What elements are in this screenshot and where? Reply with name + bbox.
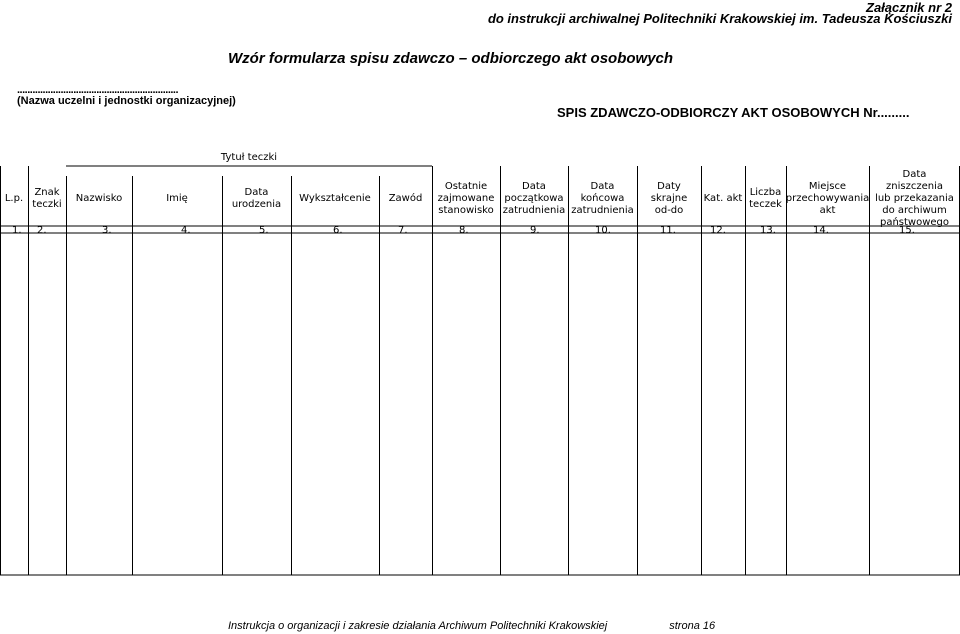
column-number-11: 11.: [660, 225, 676, 236]
column-header-line: zatrudnienia: [571, 205, 634, 216]
column-header-line: zajmowane: [437, 193, 495, 204]
column-header-7: [389, 193, 423, 205]
column-header-15: [875, 169, 954, 229]
column-header-line: stanowisko: [438, 205, 494, 216]
group-header-title: Tytuł teczki: [220, 152, 278, 163]
column-header-14: [786, 181, 869, 217]
column-header-line: Zawód: [388, 193, 423, 204]
column-header-11: [651, 181, 688, 217]
column-number-2: 2.: [37, 225, 47, 236]
column-header-line: przechowywania: [785, 193, 870, 204]
column-number-12: 12.: [710, 225, 726, 236]
column-header-line: L.p.: [4, 193, 24, 204]
column-header-line: skrajne: [650, 193, 688, 204]
column-header-line: Data: [522, 181, 546, 192]
annex-subtitle: do instrukcji archiwalnej Politechniki Krakowskiej im. Tadeusza Kościuszki: [487, 11, 952, 26]
column-header-13: [749, 187, 782, 211]
form-title: Wzór formularza spisu zdawczo – odbiorczego akt osobowych: [228, 50, 674, 67]
institution-dots: ...............................................................: [17, 84, 179, 96]
column-header-line: państwowego: [879, 217, 950, 228]
column-header-line: początkowa: [504, 193, 564, 204]
column-number-13: 13.: [760, 225, 776, 236]
column-header-line: urodzenia: [231, 199, 282, 210]
column-header-4: [166, 193, 188, 205]
column-header-line: Data: [590, 181, 615, 192]
column-header-line: Wykształcenie: [299, 193, 371, 204]
column-header-line: od-do: [654, 205, 684, 216]
column-header-12: [704, 193, 743, 205]
column-header-line: Miejsce: [808, 181, 847, 192]
column-header-line: Data: [244, 187, 269, 198]
column-number-6: 6.: [333, 225, 343, 236]
column-number-8: 8.: [459, 225, 469, 236]
column-header-9: [503, 181, 566, 217]
column-header-10: [571, 181, 634, 217]
column-number-10: 10.: [595, 225, 611, 236]
column-header-line: do archiwum: [882, 205, 947, 216]
column-number-5: 5.: [259, 225, 269, 236]
column-number-9: 9.: [530, 225, 540, 236]
column-header-6: [299, 193, 371, 205]
column-header-5: [232, 187, 281, 211]
column-header-3: [76, 193, 123, 205]
column-header-2: [32, 187, 61, 211]
column-number-15: 15.: [899, 225, 915, 236]
column-header-line: Nazwisko: [75, 193, 123, 204]
column-header-line: Daty: [657, 181, 681, 192]
column-header-1: [5, 193, 23, 205]
footer-page-number: strona 16: [669, 620, 716, 632]
column-header-line: Data: [902, 169, 927, 180]
column-header-line: Kat. akt: [703, 193, 743, 204]
column-number-14: 14.: [813, 225, 829, 236]
column-header-line: teczek: [749, 199, 782, 210]
column-header-line: końcowa: [580, 193, 625, 204]
spis-title: SPIS ZDAWCZO-ODBIORCZY AKT OSOBOWYCH Nr.........: [557, 105, 910, 120]
column-header-8: [438, 181, 495, 217]
column-header-line: zniszczenia: [886, 181, 943, 192]
column-header-line: Liczba: [749, 187, 782, 198]
column-number-4: 4.: [181, 225, 191, 236]
column-header-line: Ostatnie: [444, 181, 488, 192]
column-number-1: 1.: [12, 225, 22, 236]
column-header-line: lub przekazania: [875, 193, 954, 204]
column-number-7: 7.: [398, 225, 408, 236]
column-header-line: zatrudnienia: [502, 205, 566, 216]
column-number-3: 3.: [102, 225, 112, 236]
column-header-line: Imię: [166, 193, 188, 204]
footer-text: Instrukcja o organizacji i zakresie działania Archiwum Politechniki Krakowskiej: [228, 620, 608, 632]
column-header-line: Znak: [34, 187, 60, 198]
column-header-line: teczki: [32, 199, 62, 210]
annex-number: Załącznik nr 2: [866, 0, 952, 15]
column-header-line: akt: [819, 205, 836, 216]
page-footer: [228, 620, 715, 632]
institution-caption: (Nazwa uczelni i jednostki organizacyjnej): [17, 95, 236, 107]
